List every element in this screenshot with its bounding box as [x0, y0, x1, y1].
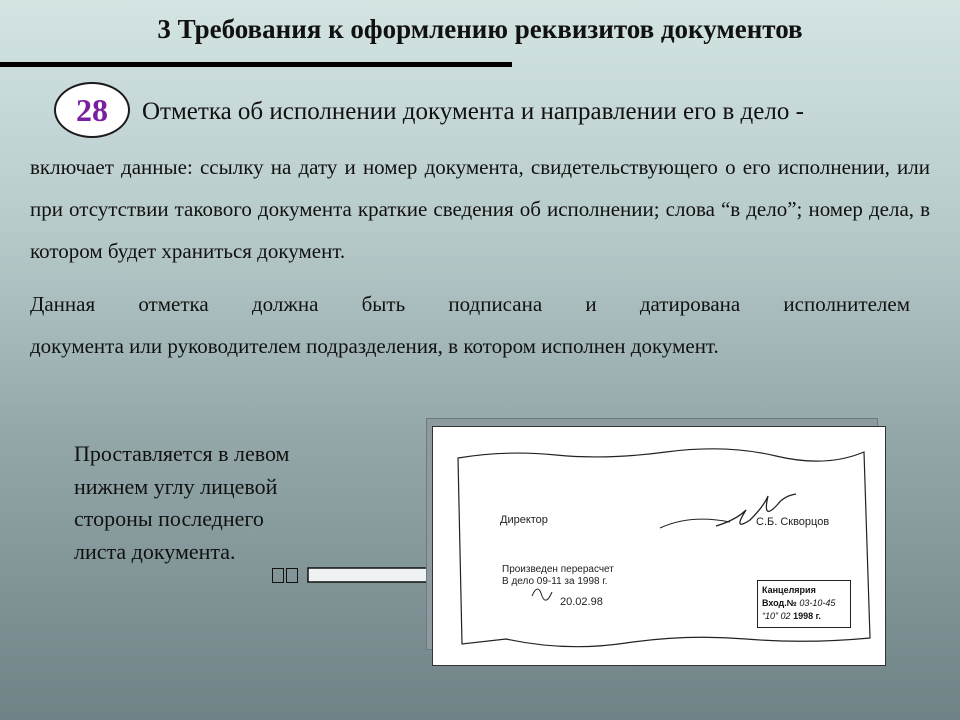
execution-mark-line1: Произведен перерасчет — [502, 564, 614, 575]
stamp-date-line — [762, 610, 846, 623]
signature-requirement — [30, 283, 910, 367]
placement-note: Проставляется в левом нижнем углу лицевой стороны последнего листа документа. — [74, 441, 290, 564]
signature-requirement-line2: документа или руководителем подразделения, в котором исполнен документ. — [30, 334, 719, 358]
stamp-year: 1998 г. — [793, 611, 821, 621]
execution-mark-line2: В дело 09-11 за 1998 г. — [502, 576, 608, 587]
stamp-title: Канцелярия — [762, 585, 816, 595]
title-underline — [0, 62, 512, 67]
requisite-number-badge — [54, 82, 130, 138]
sample-position: Директор — [500, 514, 548, 526]
requisite-description: включает данные: ссылку на дату и номер документа, свидетельствующего о его исполнении, или при отсутствии такового документа краткие сведения об исполнении; слова “в дело”; номер дела, в котором будет храниться документ. — [30, 155, 930, 263]
stamp-day: “10” — [762, 611, 779, 621]
stamp-number-prefix: Вход.№ — [762, 598, 797, 608]
sample-signer-name: С.Б. Скворцов — [756, 516, 830, 528]
stamp-month: 02 — [780, 611, 791, 621]
slide-title: 3 Требования к оформлению реквизитов документов — [157, 14, 803, 44]
requisite-number: 28 — [76, 91, 108, 128]
missing-glyph-icon — [272, 568, 298, 583]
signature-requirement-line1: Данная отметка должна быть подписана и датирована исполнителем — [30, 292, 910, 316]
stamp-number: 03-10-45 — [799, 598, 836, 608]
stamp-number-line — [762, 597, 846, 610]
execution-mark-date: 20.02.98 — [560, 596, 603, 608]
requisite-heading: Отметка об исполнении документа и направлении его в дело - — [142, 98, 804, 125]
registration-stamp — [757, 580, 851, 628]
